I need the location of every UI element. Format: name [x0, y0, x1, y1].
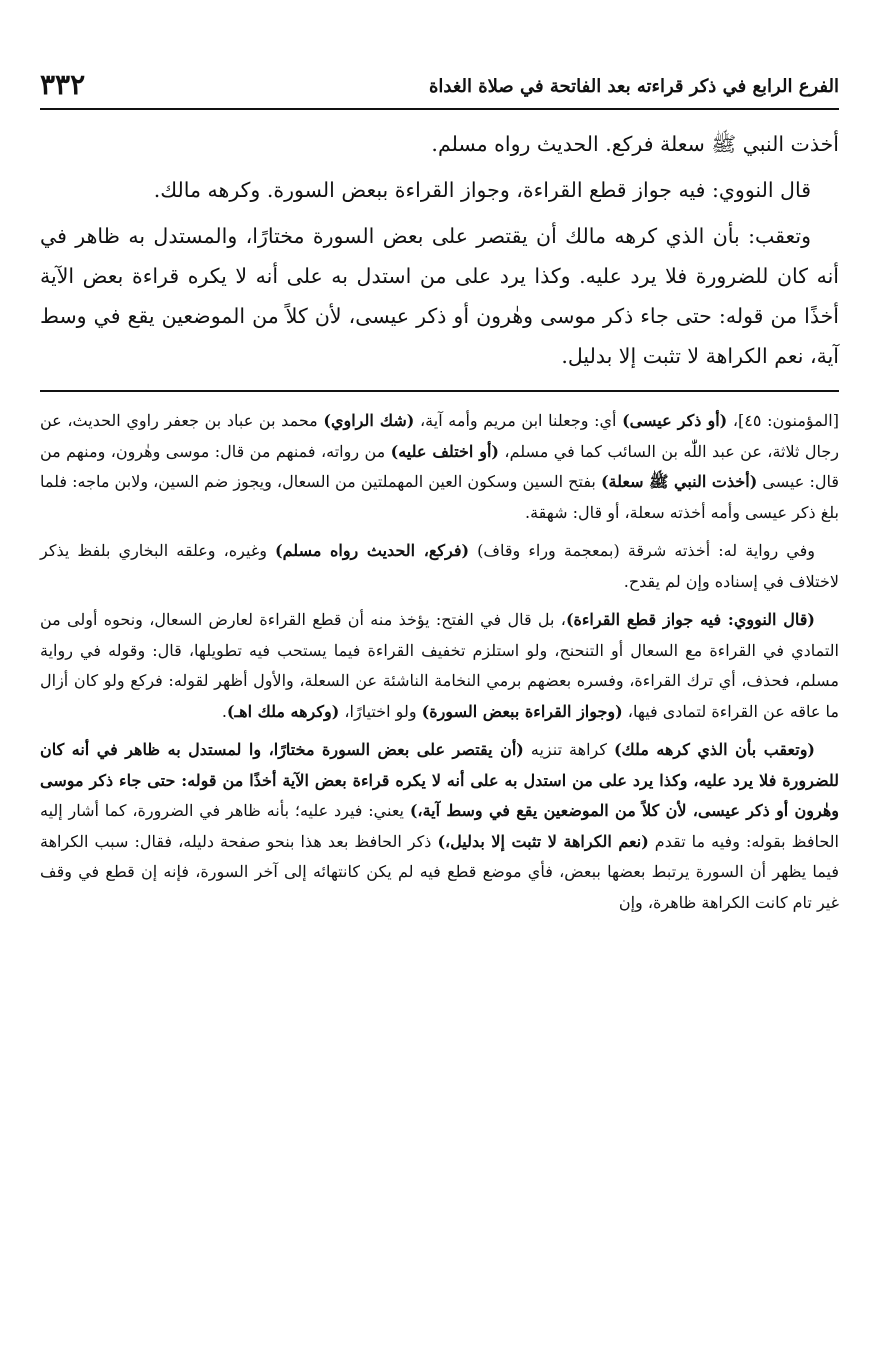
page-header — [40, 62, 839, 102]
text-segment: ذكر الحافظ بعد هذا بنحو صفحة دليله، فقال: سبب الكراهة فيما يظهر أن السورة يرتبط بعضها ببعض، فأي موضع قطع فيه لم يكن كانتهائه إلى آخر السورة، فإنه إن قطع في وقف غير تام كانت الكراهة ظاهرة، وإن — [40, 831, 839, 912]
text-segment: أي: وجعلنا ابن مريم وأمه آية، — [414, 411, 623, 430]
bold-quote-segment: (شك الراوي) — [323, 411, 415, 430]
bold-quote-segment: (وكرهه ملك اهـ) — [226, 701, 340, 721]
main-paragraph: قال النووي: فيه جواز قطع القراءة، وجواز القراءة ببعض السورة. وكرهه مالك. — [153, 178, 811, 202]
bold-quote-segment: (وتعقب بأن الذي كرهه ملك) — [613, 740, 815, 759]
main-paragraph: أخذت النبي ﷺ سعلة فركع. الحديث رواه مسلم. — [431, 132, 839, 156]
text-segment: [المؤمنون: ٤٥]، — [727, 411, 839, 430]
text-segment: محمد بن عباد بن جعفر راوي الحديث، عن رجال ثلاثة، عن عبد اللّٰه بن السائب كما في مسلم، — [40, 411, 840, 461]
text-segment: يعني: فيرد عليه؛ بأنه ظاهر في الضرورة، كما أشار إليه الحافظ بقوله: وفيه ما تقدم — [40, 801, 840, 851]
header-rule — [40, 108, 839, 110]
text-segment: ولو اختيارًا، — [339, 701, 422, 721]
bold-quote-segment: (فركع، الحديث رواه مسلم) — [275, 541, 470, 560]
text-segment: وغيره، وعلقه البخاري بلفظ يذكر لاختلاف في إسناده وإن لم يقدح. — [40, 541, 839, 591]
text-segment: من رواته، فمنهم من قال: موسى وهٰرون، ومنهم من قال: عيسى — [40, 441, 839, 491]
bold-quote-segment: (قال النووي: فيه جواز قطع القراءة) — [565, 610, 815, 629]
commentary-paragraph — [40, 536, 839, 597]
bold-quote-segment: (أن يقتصر على بعض السورة مختارًا، وا لمستدل به ظاهر في أنه كان للضرورة فلا يرد عليه، وكذا يرد على من استدل به على أنه لا يكره قراءة بعض الآية أخذًا من قوله: حتى جاء ذكر موسى وهٰرون أو ذكر عيسى، لأن كلاً من الموضعين يقع في وسط آية،) — [40, 740, 840, 820]
commentary — [40, 406, 839, 918]
text-segment: ، بل قال في الفتح: يؤخذ منه أن قطع القراءة لعارض السعال، ونحوه أولى من التمادي في القراءة مع السعال أو التنحنح، ولو استلزم تخفيف القراءة فيما يستحب فيه تطويلها، قال: وقوله في رواية مسلم، فحذف، أي ترك القراءة، وفسره بعضهم برمي النخامة الناشئة عن السعلة، والأول أظهر لقوله: فركع ولو كان أزال ما عاقه عن القراءة لتمادى فيها، — [40, 610, 839, 721]
commentary-paragraph — [40, 406, 839, 528]
running-title: الفرع الرابع في ذكر قراءته بعد الفاتحة في صلاة الغداة — [428, 76, 839, 97]
footnote-separator — [40, 390, 839, 392]
bold-quote-segment: (وجواز القراءة ببعض السورة) — [421, 701, 623, 721]
bold-quote-segment: (أو ذكر عيسى) — [622, 411, 728, 430]
main-text — [40, 124, 839, 376]
text-segment: بفتح السين وسكون العين المهملتين من السعال، ويجوز ضم السين، ولابن ماجه: فلما بلغ ذكر عيسى وأمه أخذته سعلة، أو قال: شهقة. — [40, 472, 839, 522]
commentary-paragraph — [40, 735, 839, 918]
commentary-paragraph — [40, 605, 839, 727]
bold-quote-segment: (أو اختلف عليه) — [390, 441, 500, 461]
page-number: ٣٣٢ — [40, 68, 86, 101]
main-paragraph: وتعقب: بأن الذي كرهه مالك أن يقتصر على بعض السورة مختارًا، والمستدل به ظاهر في أنه كان للضرورة فلا يرد عليه. وكذا يرد على من استدل به على أنه لا يكره قراءة بعض الآية أخذًا من قوله: حتى جاء ذكر موسى وهٰرون أو ذكر عيسى، لأن كلاً من الموضعين يقع في وسط آية، نعم الكراهة لا تثبت إلا بدليل. — [40, 224, 839, 368]
bold-quote-segment: (أخذت النبي ﷺ سعلة) — [600, 472, 758, 491]
text-segment: وفي رواية له: أخذته شرقة (بمعجمة وراء وقاف) — [469, 541, 815, 560]
bold-quote-segment: (نعم الكراهة لا تثبت إلا بدليل،) — [437, 831, 649, 851]
text-segment: . — [221, 701, 227, 721]
text-segment: كراهة تنزيه — [523, 740, 614, 759]
